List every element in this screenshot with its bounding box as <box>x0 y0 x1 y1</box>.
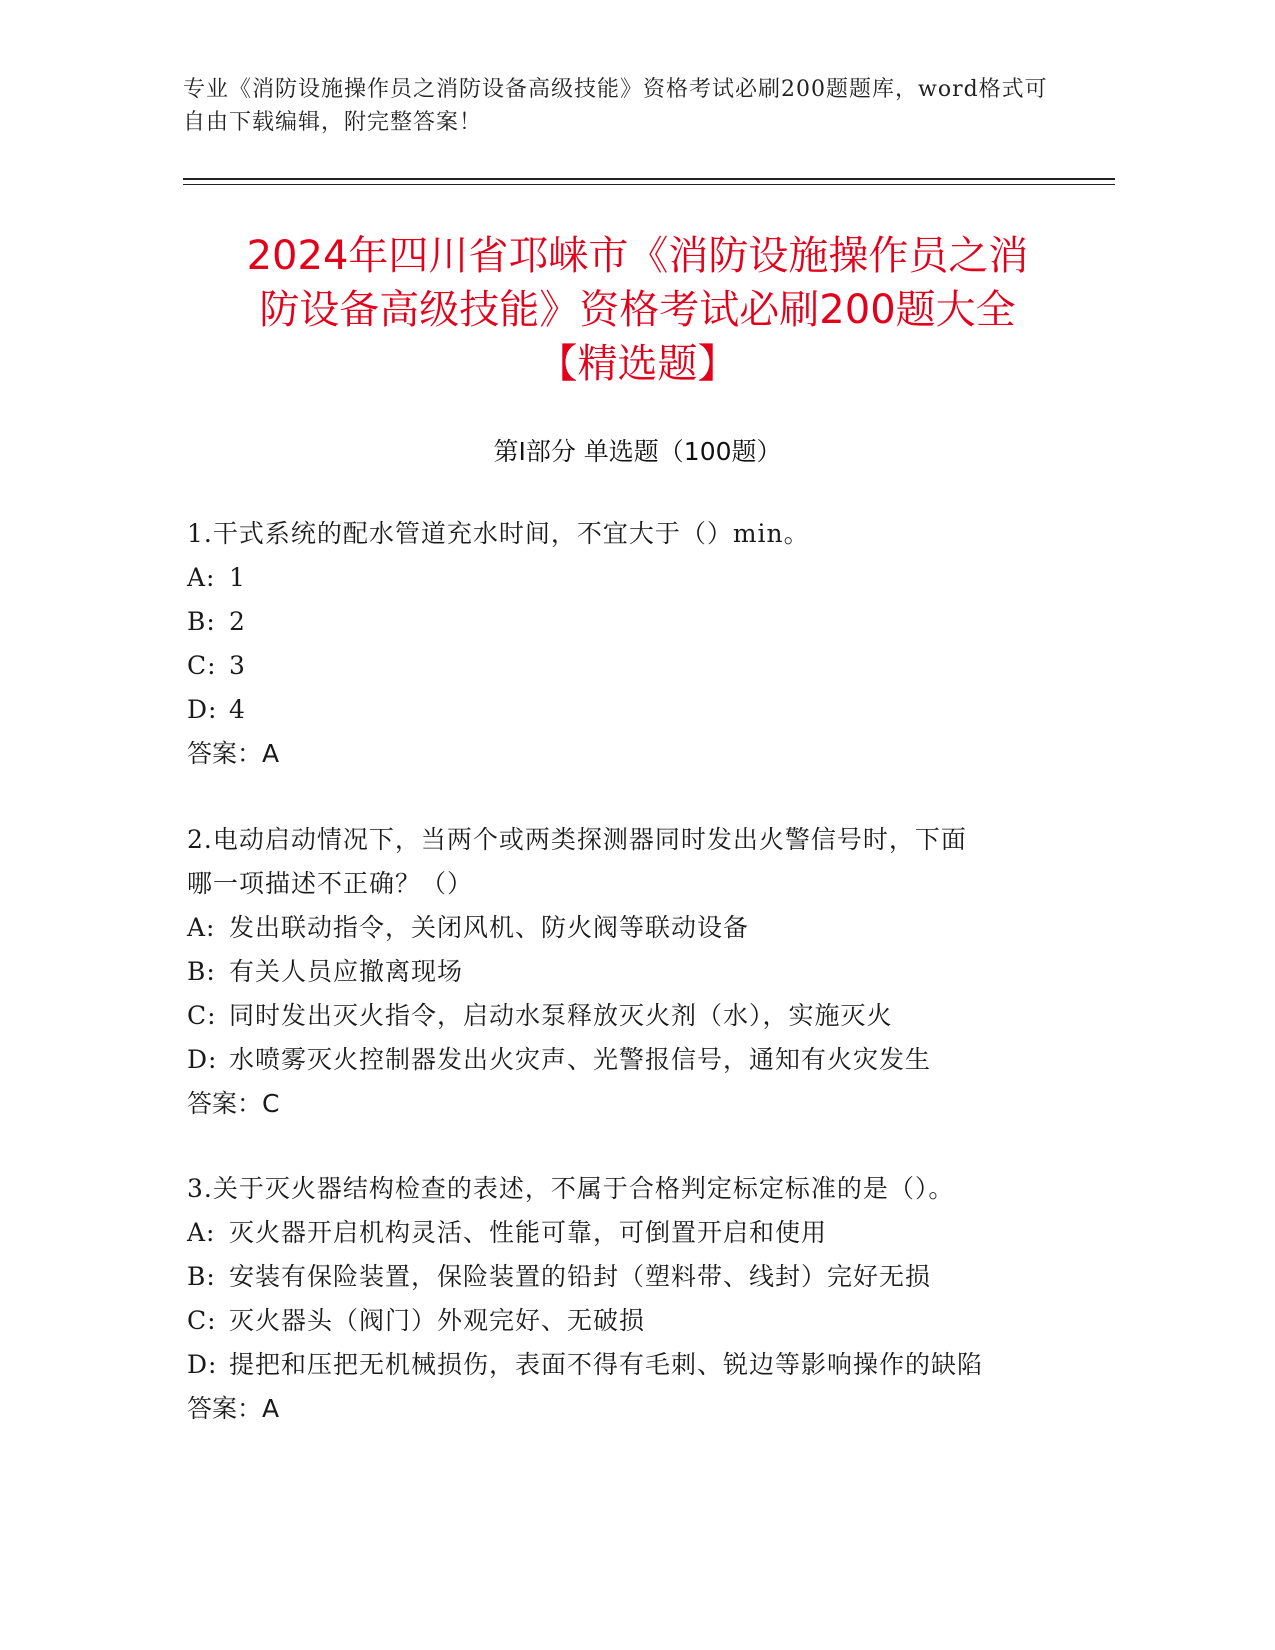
option-letter: A: <box>187 563 216 592</box>
header-divider-thick <box>183 178 1115 180</box>
option-text: 1 <box>229 563 246 592</box>
option-text: 安装有保险装置，保险装置的铅封（塑料带、线封）完好无损 <box>229 1262 932 1291</box>
question-1 <box>187 512 1067 776</box>
option-text: 4 <box>229 695 246 724</box>
option-letter: A: <box>187 913 216 942</box>
title-line-3: 【精选题】 <box>537 341 738 387</box>
option-letter: D: <box>187 695 218 724</box>
option-b <box>187 1255 1067 1299</box>
option-c <box>187 644 1067 688</box>
option-text: 提把和压把无机械损伤，表面不得有毛刺、锐边等影响操作的缺陷 <box>229 1350 984 1379</box>
option-b <box>187 950 1067 994</box>
option-c <box>187 1299 1067 1343</box>
option-d <box>187 1343 1067 1387</box>
option-letter: B: <box>187 1262 216 1291</box>
answer: 答案：A <box>187 739 280 768</box>
option-letter: C: <box>187 1001 217 1030</box>
option-letter: B: <box>187 957 216 986</box>
question-text-line-1: 2.电动启动情况下，当两个或两类探测器同时发出火警信号时，下面 <box>187 825 967 854</box>
option-b <box>187 600 1067 644</box>
option-text: 灭火器开启机构灵活、性能可靠，可倒置开启和使用 <box>229 1218 828 1247</box>
option-letter: B: <box>187 607 216 636</box>
option-letter: A: <box>187 1218 216 1247</box>
option-letter: C: <box>187 651 217 680</box>
title-line-1: 2024年四川省邛崃市《消防设施操作员之消 <box>246 233 1029 279</box>
option-text: 3 <box>229 651 246 680</box>
option-a <box>187 1211 1067 1255</box>
option-letter: D: <box>187 1045 218 1074</box>
document-title <box>180 229 1095 391</box>
option-text: 灭火器头（阀门）外观完好、无破损 <box>229 1306 646 1335</box>
option-letter: D: <box>187 1350 218 1379</box>
option-text: 发出联动指令，关闭风机、防火阀等联动设备 <box>229 913 750 942</box>
option-text: 2 <box>229 607 246 636</box>
answer: 答案：C <box>187 1089 280 1118</box>
question-text-line-2: 哪一项描述不正确？（） <box>187 869 474 898</box>
option-d <box>187 688 1067 732</box>
option-d <box>187 1038 1067 1082</box>
question-2 <box>187 818 1067 1126</box>
header-divider-thin <box>183 184 1115 185</box>
question-text: 3.关于灭火器结构检查的表述，不属于合格判定标定标准的是（）。 <box>187 1174 955 1203</box>
option-a <box>187 556 1067 600</box>
section-title: 第Ⅰ部分 单选题（100题） <box>493 437 782 466</box>
title-line-2: 防设备高级技能》资格考试必刷200题大全 <box>259 287 1016 333</box>
question-3 <box>187 1167 1067 1431</box>
option-letter: C: <box>187 1306 217 1335</box>
answer: 答案：A <box>187 1394 280 1423</box>
option-text: 有关人员应撤离现场 <box>229 957 464 986</box>
option-text: 水喷雾灭火控制器发出火灾声、光警报信号，通知有火灾发生 <box>229 1045 932 1074</box>
option-c <box>187 994 1067 1038</box>
question-text: 1.干式系统的配水管道充水时间，不宜大于（）min。 <box>187 519 810 548</box>
option-text: 同时发出灭火指令，启动水泵释放灭火剂（水），实施灭火 <box>229 1001 893 1030</box>
option-a <box>187 906 1067 950</box>
header-note: 专业《消防设施操作员之消防设备高级技能》资格考试必刷200题题库，word格式可自由下载编辑，附完整答案！ <box>183 77 1048 135</box>
